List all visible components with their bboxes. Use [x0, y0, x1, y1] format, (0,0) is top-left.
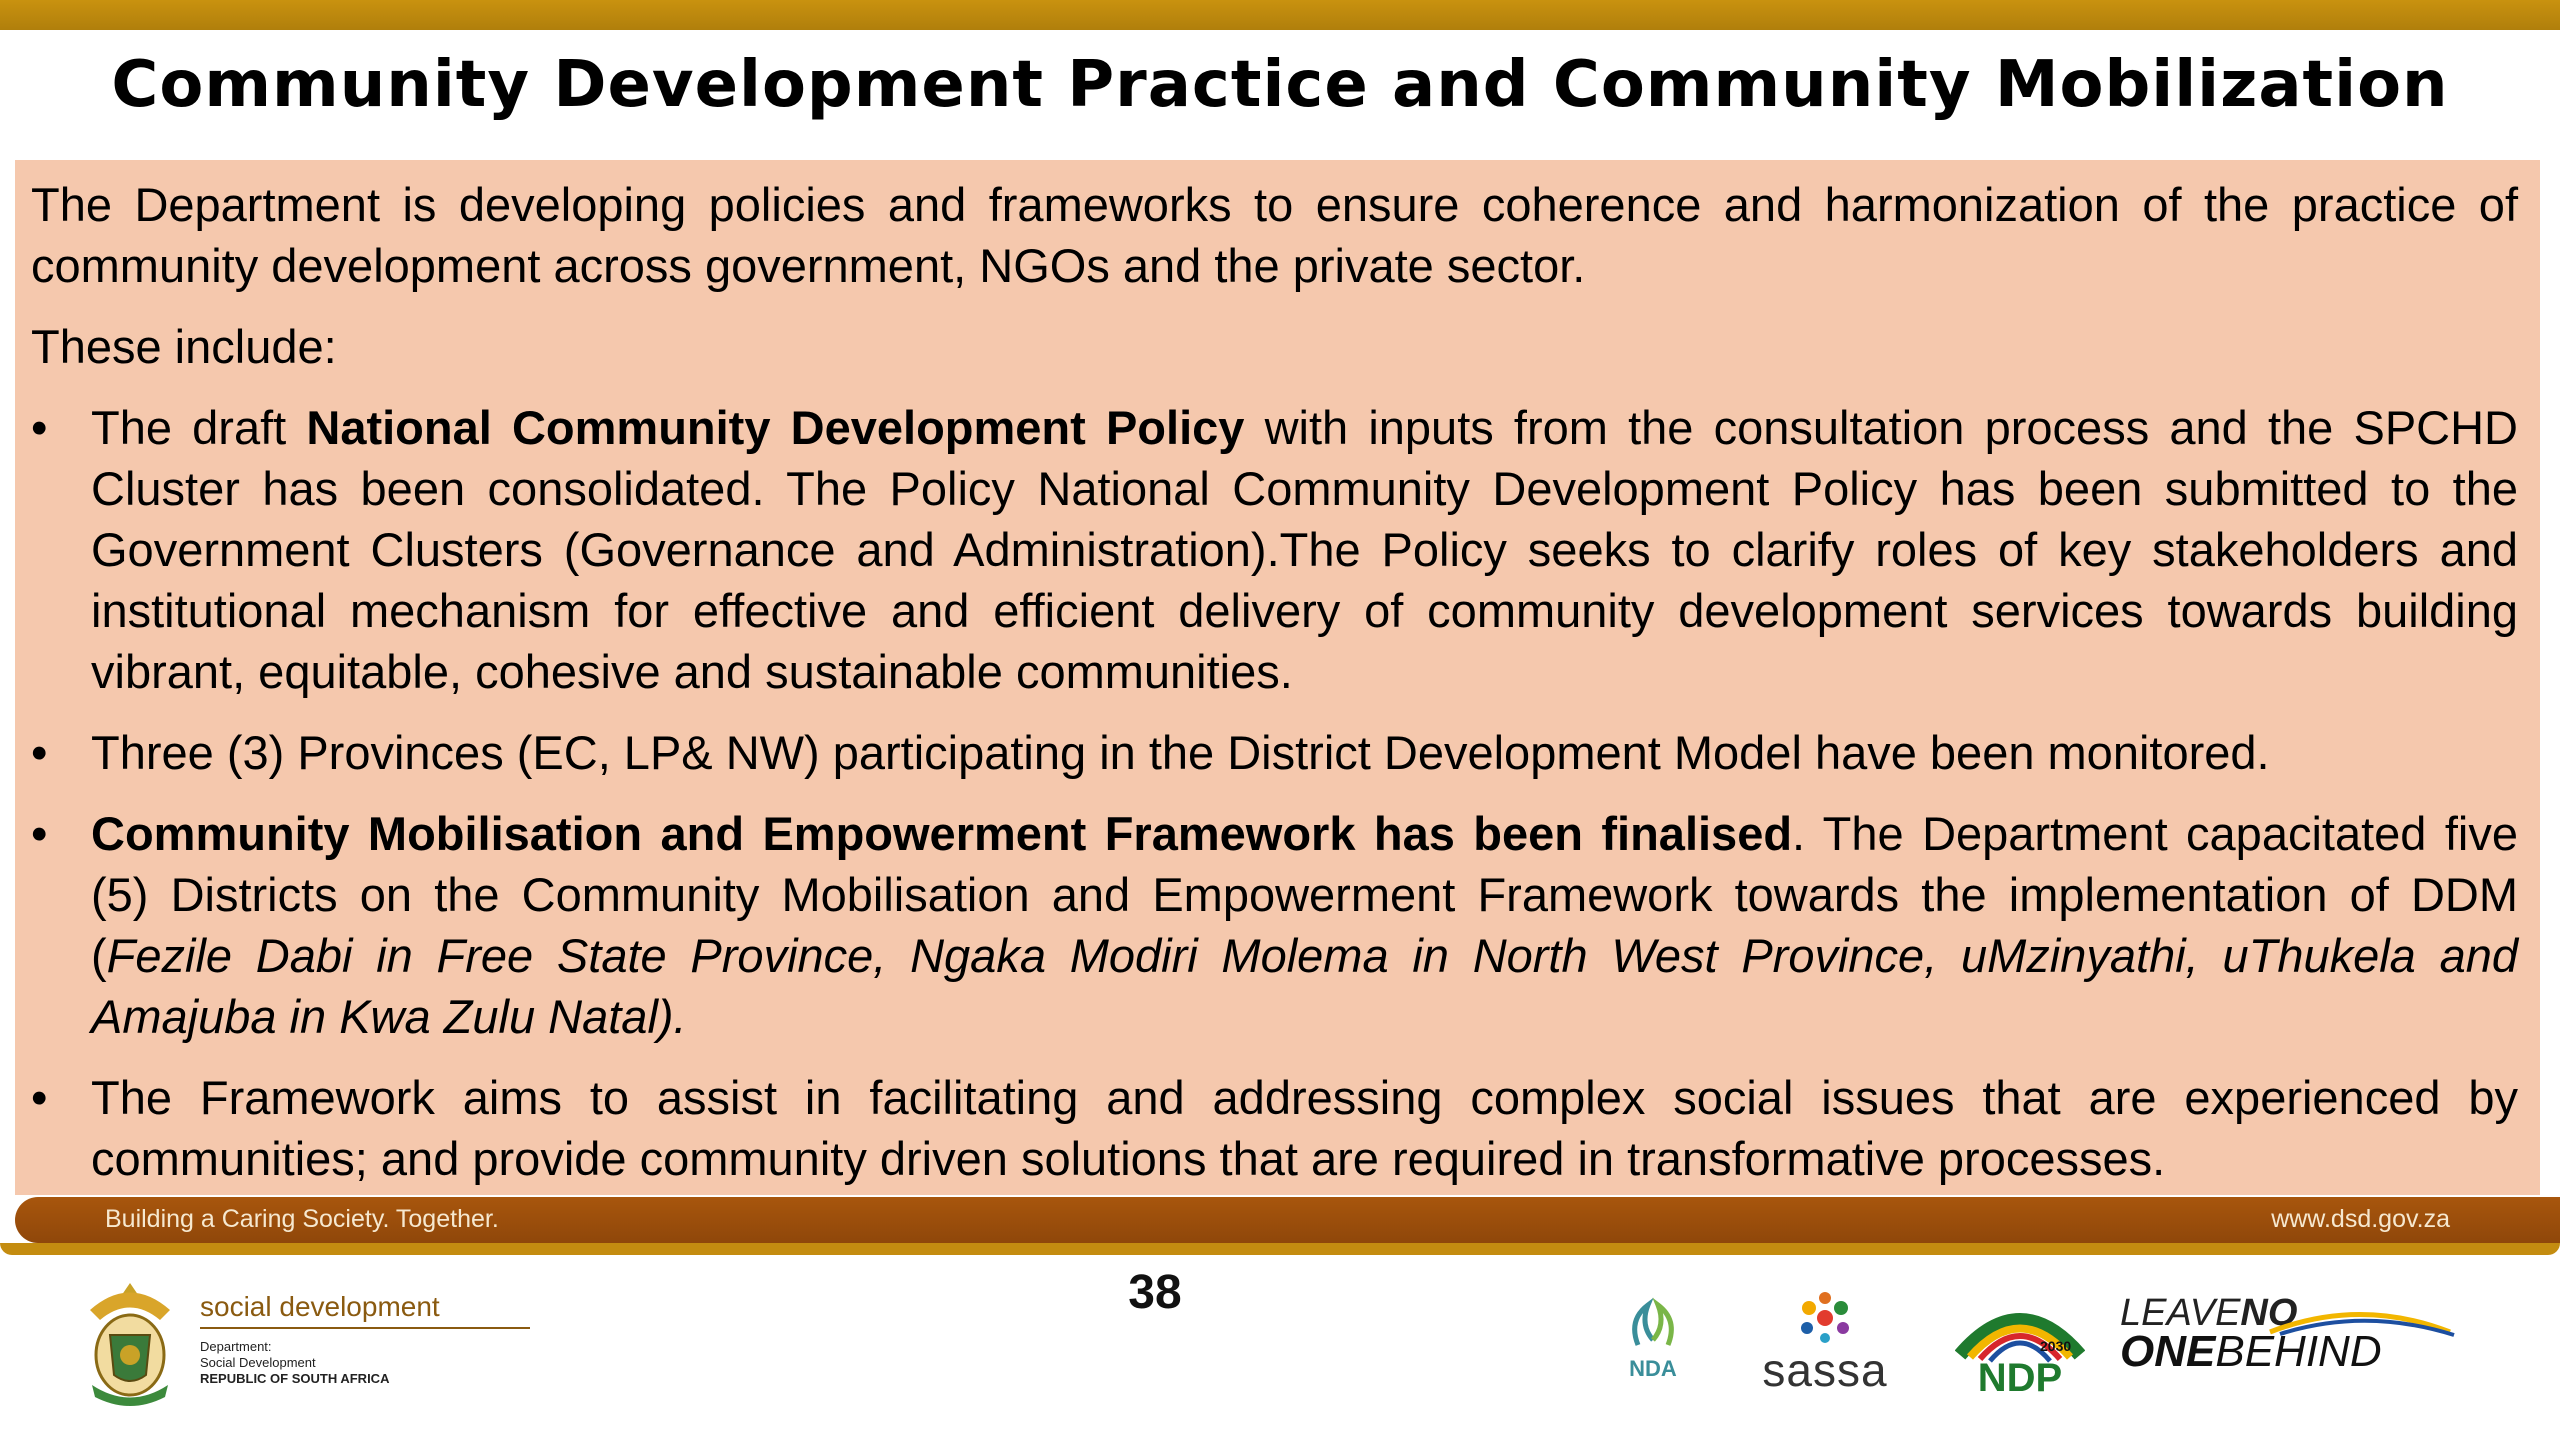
leave-no-one-behind-logo [2120, 1292, 2460, 1395]
footer-band [15, 1197, 2560, 1243]
bullet-icon: • [31, 401, 48, 454]
bullet-icon: • [31, 1071, 48, 1124]
bullet-text: The Framework aims to assist in facilitating and addressing complex social issues that are experienced by communities; and provide community driven solutions that are required in transformative processes. [91, 1071, 2518, 1185]
bullet-text-bold: National Community Development Policy [306, 401, 1245, 454]
footer-website: www.dsd.gov.za [2271, 1205, 2450, 1233]
footer-tagline: Building a Caring Society. Together. [105, 1205, 499, 1233]
ndp-text: NDP [1977, 1356, 2063, 1395]
dsd-logo-line: REPUBLIC OF SOUTH AFRICA [200, 1371, 390, 1386]
bullet-icon: • [31, 726, 48, 779]
bullet-text: Three (3) Provinces (EC, LP& NW) participating in the District Development Model have been monitored. [91, 726, 2270, 779]
bullet-text-pre: The draft [91, 401, 307, 454]
dsd-logo-line: Social Development [200, 1355, 316, 1370]
lnob-word: BEHIND [2215, 1327, 2382, 1376]
content-panel [15, 160, 2540, 1195]
nda-logo [1618, 1295, 1688, 1395]
nda-swirl-icon [1618, 1295, 1688, 1355]
intro-paragraph: The Department is developing policies and frameworks to ensure coherence and harmonization of the practice of community development across government, NGOs and the private sector. [31, 178, 2518, 292]
ndp-logo [1955, 1295, 2085, 1395]
top-accent-bar [0, 0, 2560, 30]
ndp-year: 2030 [2040, 1338, 2072, 1354]
bullet-text-italic: Fezile Dabi in Free State Province, Ngaka Modiri Molema in North West Province, uMzinyathi, uThukela and Amajuba in Kwa Zulu Natal). [91, 929, 2518, 1043]
bullet-text-post: . The Department capacitated five (5) Districts on the Community Mobilisation and Empowerment Framework towards the implementation of DDM ( [91, 807, 2518, 982]
bullet-item-policy [31, 397, 2518, 702]
page-number: 38 [1128, 1266, 1182, 1319]
bullet-item-aims [31, 1067, 2518, 1189]
bullet-icon: • [31, 807, 48, 860]
lnob-swoosh-icon [2120, 1307, 2460, 1337]
bullet-text-bold: Community Mobilisation and Empowerment Framework has been finalised [91, 807, 1793, 860]
dsd-logo-subtitle [200, 1339, 389, 1387]
bullet-item-framework [31, 803, 2518, 1047]
bullet-item-provinces [31, 722, 2518, 783]
nda-logo-text: NDA [1629, 1356, 1677, 1381]
lnob-line-2 [2120, 1327, 2460, 1376]
dsd-logo [70, 1275, 490, 1415]
lead-in-text: These include: [31, 320, 337, 373]
bullet-text-post: with inputs from the consultation process and the SPCHD Cluster has been consolidated. The Policy National Community Development Policy has been submitted to the Government Clusters (Governance and Administration).The Policy seeks to clarify roles of key stakeholders and institutional mechanism for effective and efficient delivery of community development services towards building vibrant, equitable, cohesive and sustainable communities. [91, 401, 2518, 698]
dsd-logo-name: social development [200, 1291, 440, 1322]
coat-of-arms-icon [70, 1275, 190, 1415]
lnob-word: NO [2240, 1292, 2298, 1334]
dsd-logo-line: Department: [200, 1339, 272, 1354]
slide-title: Community Development Practice and Community Mobilization [111, 48, 2449, 122]
sassa-logo-text: sassa [1762, 1344, 1888, 1396]
dsd-logo-divider [200, 1327, 530, 1329]
lnob-word: ONE [2120, 1327, 2216, 1376]
bullet-list [31, 397, 2518, 1189]
sassa-burst-icon [1785, 1290, 1865, 1346]
lnob-word: LEAVE [2120, 1292, 2241, 1334]
sassa-logo [1750, 1290, 1900, 1400]
